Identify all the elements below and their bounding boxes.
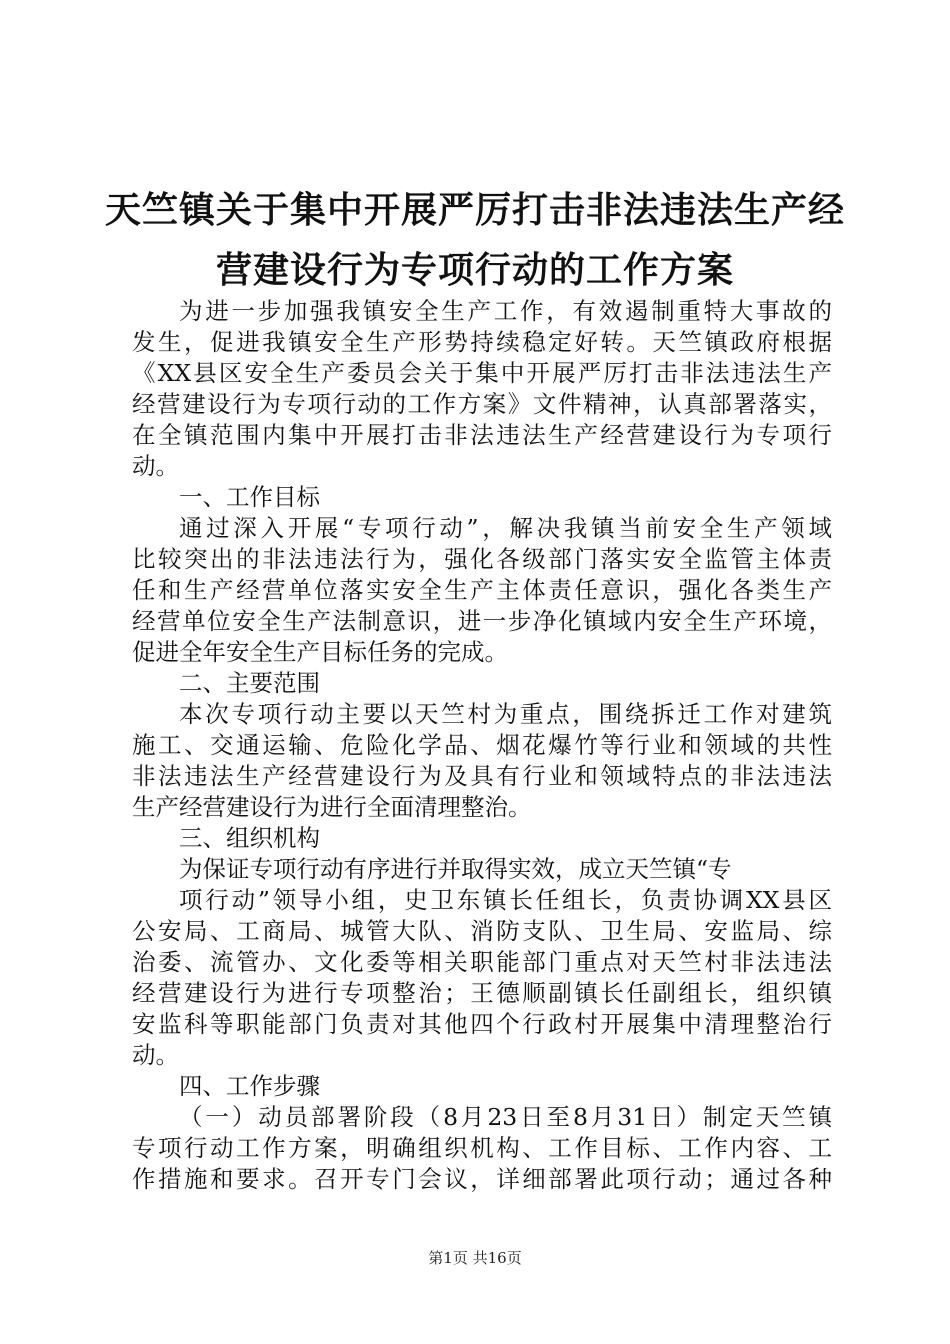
- body-line: 促进全年安全生产目标任务的完成。: [132, 638, 508, 666]
- body-line: 本次专项行动主要以天竺村为重点，围绕拆迁工作对建筑: [179, 700, 832, 728]
- body-line: 发生，促进我镇安全生产形势持续稳定好转。天竺镇政府根据: [132, 328, 832, 356]
- body-line: 公安局、工商局、城管大队、消防支队、卫生局、安监局、综: [132, 917, 832, 945]
- document-body: [132, 296, 832, 1195]
- section-heading: 四、工作步骤: [179, 1072, 320, 1100]
- body-line: 非法违法生产经营建设行为及具有行业和领域特点的非法违法: [132, 762, 832, 790]
- body-line: 动。: [132, 1041, 179, 1069]
- body-line: 为保证专项行动有序进行并取得实效，成立天竺镇“专: [179, 855, 732, 883]
- document-title-line-1: 天竺镇关于集中开展严厉打击非法违法生产经: [104, 189, 845, 231]
- section-heading: 三、组织机构: [179, 824, 320, 852]
- page-number-footer: 第1页 共16页: [428, 1249, 522, 1267]
- body-line: 施工、交通运输、危险化学品、烟花爆竹等行业和领域的共性: [132, 731, 832, 759]
- body-line: 项行动”领导小组，史卫东镇长任组长，负责协调XX县区: [179, 886, 832, 914]
- body-line: 《XX县区安全生产委员会关于集中开展严厉打击非法违法生产: [132, 359, 832, 387]
- body-line: 在全镇范围内集中开展打击非法违法生产经营建设行为专项行: [132, 421, 832, 449]
- section-heading: 一、工作目标: [179, 483, 320, 511]
- document-title-line-2: 营建设行为专项行动的工作方案: [215, 249, 734, 291]
- body-line: 作措施和要求。召开专门会议，详细部署此项行动；通过各种: [132, 1165, 832, 1193]
- section-heading: 二、主要范围: [179, 669, 320, 697]
- body-line: 经营建设行为专项行动的工作方案》文件精神，认真部署落实，: [132, 390, 832, 418]
- body-line: 专项行动工作方案，明确组织机构、工作目标、工作内容、工: [132, 1134, 832, 1162]
- body-line: （一）动员部署阶段（8月23日至8月31日）制定天竺镇: [179, 1103, 832, 1131]
- body-line: 通过深入开展“专项行动”，解决我镇当前安全生产领域: [179, 514, 832, 542]
- body-line: 任和生产经营单位落实安全生产主体责任意识，强化各类生产: [132, 576, 832, 604]
- body-line: 经营单位安全生产法制意识，进一步净化镇域内安全生产环境，: [132, 607, 832, 635]
- body-line: 经营建设行为进行专项整治；王德顺副镇长任副组长，组织镇: [132, 979, 832, 1007]
- body-line: 生产经营建设行为进行全面清理整治。: [132, 793, 532, 821]
- body-line: 治委、流管办、文化委等相关职能部门重点对天竺村非法违法: [132, 948, 832, 976]
- body-line: 比较突出的非法违法行为，强化各级部门落实安全监管主体责: [132, 545, 832, 573]
- body-line: 为进一步加强我镇安全生产工作，有效遏制重特大事故的: [179, 297, 832, 325]
- body-line: 动。: [132, 452, 179, 480]
- body-line: 安监科等职能部门负责对其他四个行政村开展集中清理整治行: [132, 1010, 832, 1038]
